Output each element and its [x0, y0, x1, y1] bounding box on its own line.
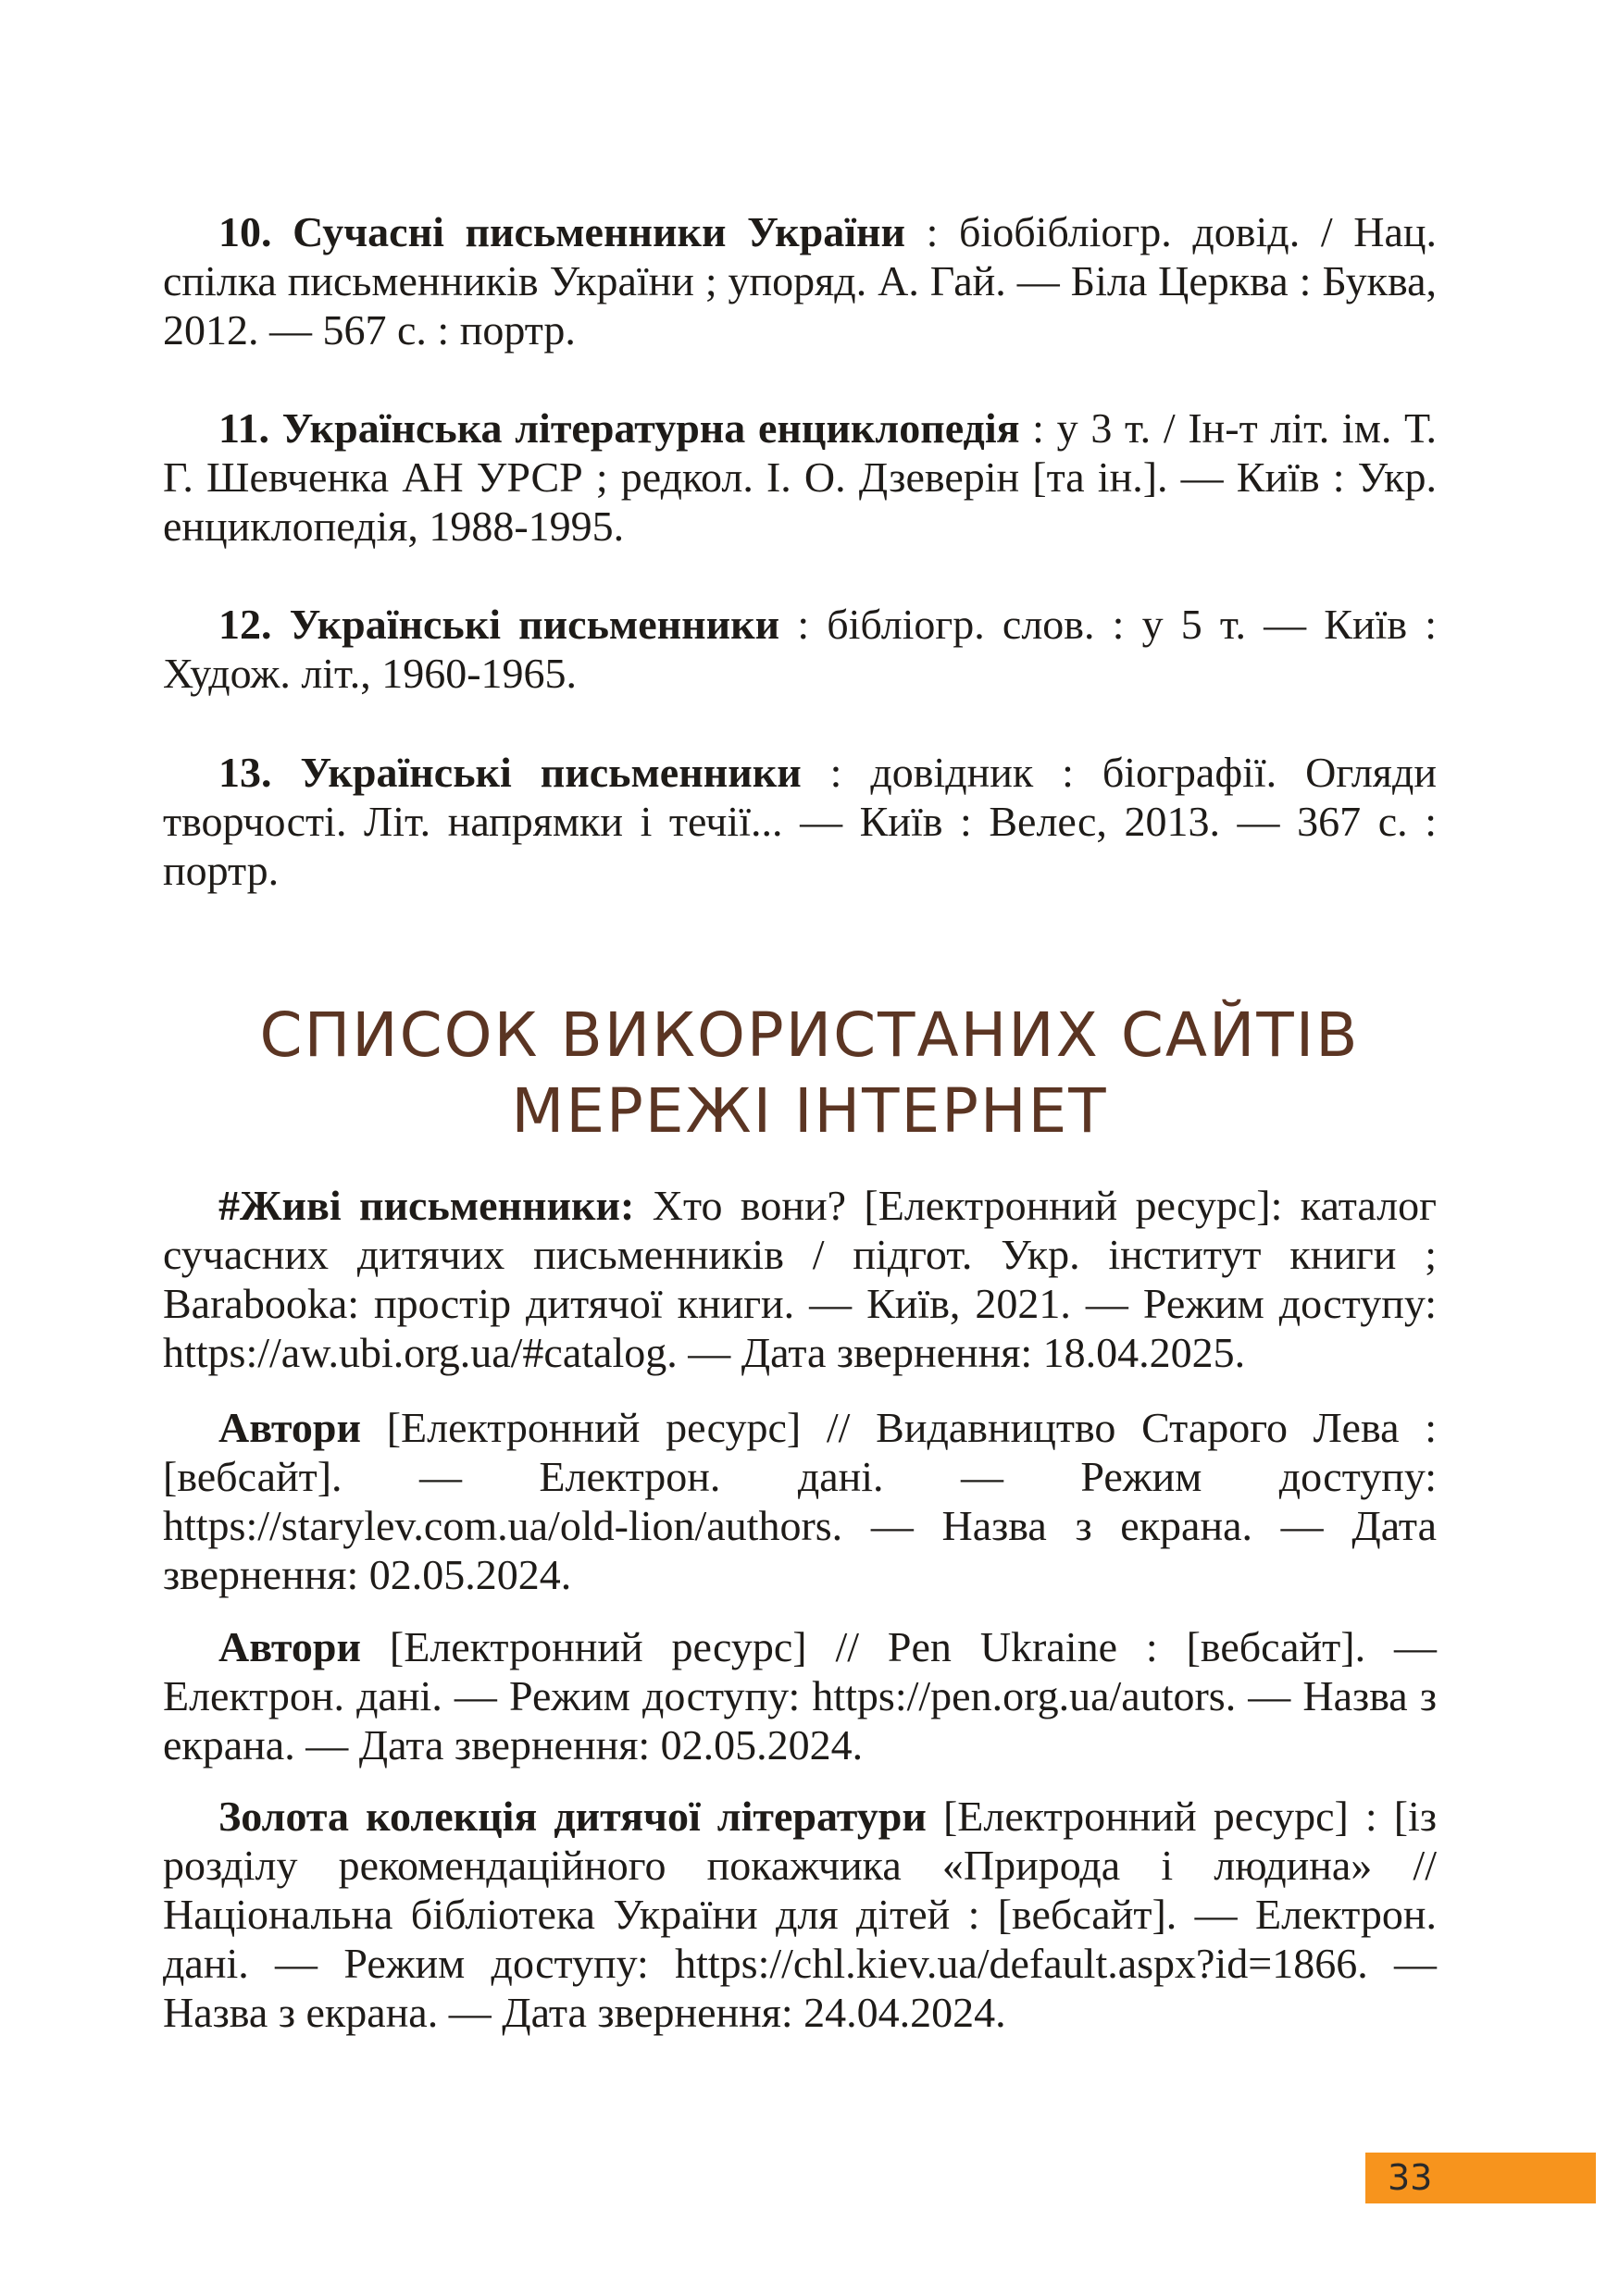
entry-details: Хто вони? [Електронний ресурс]: каталог сучасних дитячих письменників / підгот. Укр. інститут книги ; Barabooka: простір дитячої книги. — Київ, 2021. — Режим доступу: https://aw.ubi.org.ua/#catalog. — Дата звернення: 18.04.2025. [163, 1182, 1437, 1376]
entry-title: 12. Українські письменники [218, 601, 780, 648]
bibliography-entry-10 [163, 207, 1437, 354]
web-source-entry [163, 1792, 1437, 2037]
bibliography-entry-13 [163, 748, 1437, 895]
entry-title: 13. Українські письменники [218, 749, 802, 796]
section-heading-line-2: МЕРЕЖІ ІНТЕРНЕТ [511, 1075, 1108, 1147]
entry-details: [Електронний ресурс] : [із розділу рекомендаційного покажчика «Природа і людина» // Національна бібліотека України для дітей : [вебсайт]. — Електрон. дані. — Режим доступу: https://chl.kiev.ua/default.aspx?id=1866. — Назва з екрана. — Дата звернення: 24.04.2024. [163, 1793, 1437, 2036]
web-source-entry [163, 1403, 1437, 1599]
entry-details: : бібліогр. слов. : у 5 т. — Київ : Худож. літ., 1960-1965. [163, 601, 1438, 697]
bibliography-entry-11 [163, 403, 1437, 551]
entry-details: [Електронний ресурс] // Видавництво Старого Лева : [вебсайт]. — Електрон. дані. — Режим доступу: https://starylev.com.ua/old-lion/authors. — Назва з екрана. — Дата звернення: 02.05.2024. [163, 1404, 1437, 1598]
page-number: 33 [1388, 2157, 1433, 2198]
web-source-entry [163, 1622, 1437, 1769]
entry-title: Автори [218, 1623, 361, 1670]
entry-title: #Живі письменники: [218, 1182, 635, 1229]
section-heading-line-1: СПИСОК ВИКОРИСТАНИХ САЙТІВ [259, 999, 1360, 1071]
entry-title: 11. Українська літературна енциклопедія [218, 404, 1020, 452]
entry-title: Золота колекція дитячої літератури [218, 1793, 927, 1840]
section-heading [0, 998, 1619, 1149]
entry-details: [Електронний ресурс] // Pen Ukraine : [вебсайт]. — Електрон. дані. — Режим доступу: https://pen.org.ua/autors. — Назва з екрана. — Дата звернення: 02.05.2024. [163, 1623, 1437, 1769]
page-number-badge [1365, 2153, 1596, 2203]
entry-details: : довідник : біографії. Огляди творчості. Літ. напрямки і течії... — Київ : Велес, 2013. — 367 с. : портр. [163, 749, 1437, 894]
entry-title: 10. Сучасні письменники України [218, 208, 905, 255]
entry-details: : біобібліогр. довід. / Нац. спілка письменників України ; упоряд. А. Гай. — Біла Церква : Буква, 2012. — 567 с. : портр. [163, 208, 1437, 354]
bibliography-entry-12 [163, 600, 1437, 698]
entry-details: : у 3 т. / Ін-т літ. ім. Т. Г. Шевченка АН УРСР ; редкол. І. О. Дзеверін [та ін.]. — Київ : Укр. енциклопедія, 1988-1995. [163, 404, 1437, 550]
web-source-entry [163, 1181, 1437, 1377]
entry-title: Автори [218, 1404, 361, 1451]
